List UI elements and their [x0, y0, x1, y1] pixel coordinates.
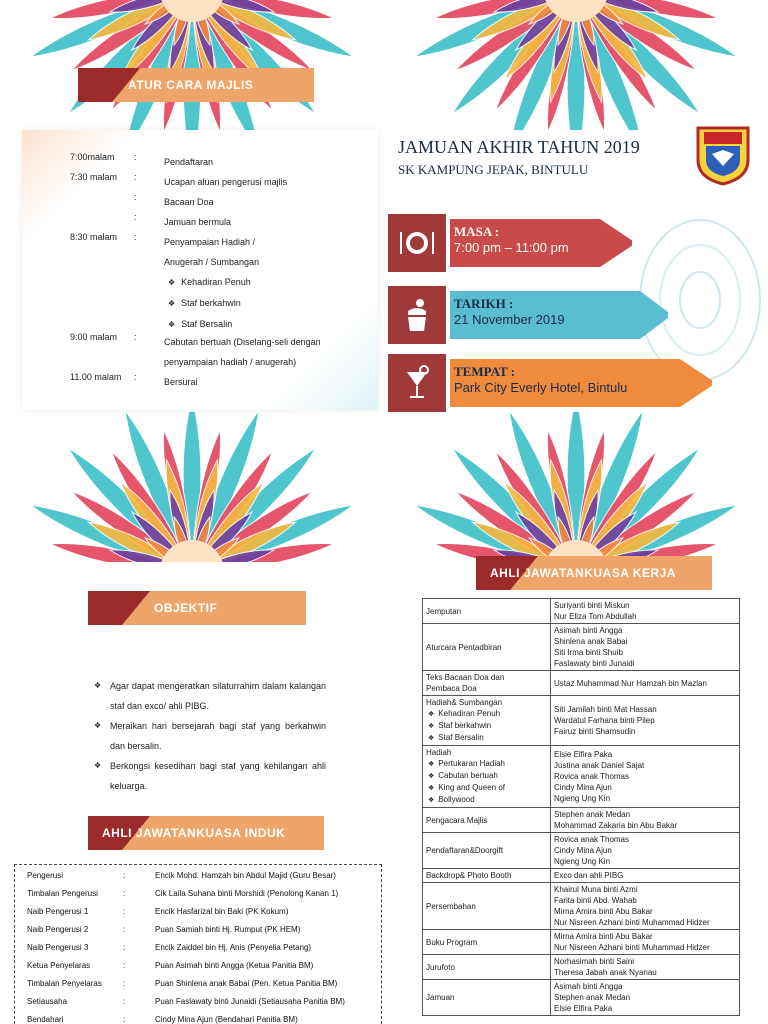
masa-value: 7:00 pm – 11:00 pm: [454, 240, 569, 255]
schedule-card: [22, 130, 378, 410]
induk-name: Cik Laila Suhana binti Morshidi (Penolong Kanan 1): [155, 889, 339, 898]
kerja-role-line: Buku Program: [426, 937, 478, 947]
kerja-name: Elsie Elfira Paka: [554, 750, 613, 759]
kerja-banner: [476, 556, 712, 590]
induk-role: Setiausaha: [27, 997, 68, 1006]
kerja-names: [551, 980, 740, 1016]
kerja-row: [423, 955, 740, 980]
mandala-decoration-mid-left: [0, 412, 384, 562]
induk-colon: :: [123, 1015, 126, 1024]
schedule-activity: [164, 372, 354, 392]
kerja-row: [423, 980, 740, 1016]
kerja-names: [551, 696, 740, 746]
kerja-name: Rovica anak Thomas: [554, 772, 629, 781]
kerja-role-line: Jemputan: [426, 606, 462, 616]
kerja-name: Stephen anak Medan: [554, 993, 631, 1002]
atur-cara-title: ATUR CARA MAJLIS: [128, 78, 254, 92]
schedule-time: 7:30 malam: [70, 172, 118, 182]
mandala-decoration-mid-right: [384, 412, 768, 562]
atur-cara-banner: [78, 68, 314, 102]
kerja-name: Norhasimah binti Saini: [554, 957, 635, 966]
induk-name: Puan Asimah binti Angga (Ketua Panitia BM): [155, 961, 314, 970]
kerja-title: AHLI JAWATANKUASA KERJA: [490, 566, 676, 580]
kerja-name: Farita binti Abd. Wahab: [554, 896, 637, 905]
kerja-name: Faslawaty binti Junaidi: [554, 659, 635, 668]
kerja-role-sub: ❖ Kehadiran Penuh: [426, 708, 547, 720]
kerja-names: [551, 833, 740, 869]
schedule-activity: [164, 172, 354, 192]
kerja-name: Rovica anak Thomas: [554, 835, 629, 844]
schedule-activity-line: Anugerah / Sumbangan: [164, 257, 260, 267]
kerja-role-line: Teks Bacaan Doa dan: [426, 673, 505, 682]
kerja-name: Suriyanti binti Miskun: [554, 601, 630, 610]
kerja-role-sub: ❖ Bollywood: [426, 794, 547, 806]
kerja-role: [423, 869, 551, 883]
schedule-colon: :: [134, 212, 137, 222]
induk-name: Puan Samiah binti Hj. Rumput (PK HEM): [155, 925, 301, 934]
schedule-colon: :: [134, 172, 137, 182]
tarikh-row: [388, 286, 672, 346]
schedule-activity: [164, 332, 354, 372]
school-name: SK KAMPUNG JEPAK, BINTULU: [398, 162, 589, 177]
schedule-time: 7:00malam: [70, 152, 115, 162]
objektif-banner: [88, 591, 306, 625]
schedule-activity: [164, 232, 354, 272]
kerja-name: Nur Eliza Tom Abdullah: [554, 612, 637, 621]
kerja-name: Nur Nisreen Azhani binti Muhammad Hidzer: [554, 918, 710, 927]
induk-name: Encik Mohd. Hamzah bin Abdul Majid (Guru Besar): [155, 871, 336, 880]
objektif-item: ❖ Berkongsi kesedihan bagi staf yang kehilangan ahli keluarga.: [94, 756, 326, 796]
schedule-activity: [164, 192, 354, 212]
kerja-role: [423, 980, 551, 1016]
kerja-row: [423, 746, 740, 808]
kerja-name: Ngieng Ung Kin: [554, 794, 611, 803]
induk-table: [14, 864, 382, 1024]
kerja-names: [551, 808, 740, 833]
objektif-title: OBJEKTIF: [154, 601, 218, 615]
kerja-row: [423, 808, 740, 833]
kerja-name: Asimah binti Angga: [554, 626, 623, 635]
kerja-name: Siti Jamilah binti Mat Hassan: [554, 705, 657, 714]
induk-colon: :: [123, 979, 126, 988]
kerja-role: [423, 671, 551, 696]
kerja-names: [551, 746, 740, 808]
kerja-role: [423, 696, 551, 746]
tarikh-label: TARIKH :: [454, 296, 514, 311]
school-crest-logo: [694, 120, 752, 186]
tempat-label: TEMPAT :: [454, 364, 516, 379]
induk-role: Pengerusi: [27, 871, 64, 880]
schedule-time: 8:30 malam: [70, 232, 118, 242]
kerja-row: [423, 833, 740, 869]
induk-colon: :: [123, 961, 126, 970]
tempat-row: [388, 354, 714, 414]
schedule-activity-line: Penyampaian Hadiah /: [164, 237, 256, 247]
kerja-name: Asimah binti Angga: [554, 982, 623, 991]
kerja-name: Theresa Jabah anak Nyanau: [554, 968, 657, 977]
kerja-role-sub: ❖ Cabutan bertuah: [426, 770, 547, 782]
kerja-role-line: Backdrop& Photo Booth: [426, 871, 512, 880]
kerja-role: [423, 833, 551, 869]
induk-colon: :: [123, 943, 126, 952]
objektif-list: [94, 676, 326, 796]
kerja-name: Mirna Amira binti Abu Bakar: [554, 907, 653, 916]
kerja-names: [551, 671, 740, 696]
schedule-activity-line: Ucapan aluan pengerusi majlis: [164, 177, 288, 187]
schedule-colon: :: [134, 192, 137, 202]
kerja-role-line: Hadiah& Sumbangan: [426, 698, 503, 707]
kerja-role-sub: ❖ Staf berkahwin: [426, 720, 547, 732]
induk-name: Puan Shinlena anak Babai (Pen. Ketua Panitia BM): [155, 979, 338, 988]
kerja-role: [423, 808, 551, 833]
kerja-name: Siti Irma binti Shuib: [554, 648, 623, 657]
kerja-names: [551, 624, 740, 671]
schedule-activity-line: Bacaan Doa: [164, 197, 214, 207]
schedule-time: 9:00 malam: [70, 332, 118, 342]
cake-icon: [388, 286, 446, 344]
schedule-bullet: ❖ Staf berkahwin: [164, 293, 354, 314]
schedule-bullet: ❖ Staf Bersalin: [164, 314, 354, 335]
induk-role: Bendahari: [27, 1015, 64, 1024]
schedule-colon: :: [134, 332, 137, 342]
masa-label: MASA :: [454, 224, 500, 239]
induk-banner: [88, 816, 324, 850]
schedule-activity-line: Bersurai: [164, 377, 198, 387]
schedule-colon: :: [134, 232, 137, 242]
kerja-name: Mirna Amira binti Abu Bakar: [554, 932, 653, 941]
schedule-activity-line: penyampaian hadiah / anugerah): [164, 357, 297, 367]
kerja-name: Stephen anak Medan: [554, 810, 631, 819]
objektif-item: ❖ Meraikan hari bersejarah bagi staf yang berkahwin dan bersalin.: [94, 716, 326, 756]
induk-name: Cindy Mina Ajun (Bendahari Panitia BM): [155, 1015, 298, 1024]
kerja-row: [423, 624, 740, 671]
induk-colon: :: [123, 889, 126, 898]
mandala-decoration-top-right: [384, 0, 768, 130]
cocktail-glass-icon: [388, 354, 446, 412]
schedule-activity: [164, 272, 354, 335]
kerja-name: Fairuz binti Shamsudin: [554, 727, 636, 736]
kerja-role-line: Hadiah: [426, 748, 452, 757]
mandala-decoration-top-left: [0, 0, 384, 130]
induk-colon: :: [123, 925, 126, 934]
kerja-role-line: Jamuan: [426, 993, 455, 1002]
kerja-name: Cindy Mina Ajun: [554, 846, 612, 855]
kerja-row: [423, 930, 740, 955]
induk-role: Naib Pengerusi 1: [27, 907, 89, 916]
tempat-value: Park City Everly Hotel, Bintulu: [454, 380, 628, 395]
kerja-role: [423, 955, 551, 980]
kerja-name: Shinlena anak Babai: [554, 637, 628, 646]
kerja-row: [423, 869, 740, 883]
induk-role: Timbalan Pengerusi: [27, 889, 98, 898]
kerja-name: Nur Nisreen Azhani binti Muhammad Hidzer: [554, 943, 710, 952]
induk-colon: :: [123, 871, 126, 880]
kerja-names: [551, 869, 740, 883]
kerja-name: Exco dan ahli PIBG: [554, 871, 624, 880]
induk-role: Ketua Penyelaras: [27, 961, 91, 970]
schedule-activity-line: Jamuan bermula: [164, 217, 232, 227]
kerja-name: Justina anak Daniel Sajat: [554, 761, 645, 770]
induk-name: Encik Zaiddel bin Hj. Anis (Penyelia Petang): [155, 943, 312, 952]
kerja-names: [551, 930, 740, 955]
induk-role: Naib Pengerusi 2: [27, 925, 89, 934]
event-title: JAMUAN AKHIR TAHUN 2019: [398, 137, 640, 157]
kerja-role-line: Pendaftaran&Doorgift: [426, 846, 503, 855]
schedule-activity-line: Cabutan bertuah (Diselang-seli dengan: [164, 337, 321, 347]
schedule-activity: [164, 212, 354, 232]
kerja-row: [423, 599, 740, 624]
tarikh-value: 21 November 2019: [454, 312, 565, 327]
objektif-item: ❖ Agar dapat mengeratkan silaturrahim dalam kalangan staf dan exco/ ahli PIBG.: [94, 676, 326, 716]
kerja-role: [423, 883, 551, 930]
kerja-row: [423, 671, 740, 696]
schedule-colon: :: [134, 372, 137, 382]
kerja-names: [551, 883, 740, 930]
kerja-name: Ustaz Muhammad Nur Hamzah bin Mazlan: [554, 678, 707, 688]
induk-colon: :: [123, 907, 126, 916]
kerja-role-line: Pengacara Majlis: [426, 815, 488, 825]
kerja-table: [422, 598, 740, 1016]
kerja-role-line: Pembaca Doa: [426, 684, 477, 693]
kerja-role-line: Aturcara Pentadbiran: [426, 642, 502, 652]
induk-name: Puan Faslawaty binti Junaidi (Setiausaha Panitia BM): [155, 997, 345, 1006]
kerja-role-sub: ❖ Pertukaran Hadiah: [426, 758, 547, 770]
kerja-names: [551, 955, 740, 980]
induk-role: Timbalan Penyelaras: [27, 979, 102, 988]
kerja-row: [423, 883, 740, 930]
kerja-name: Cindy Mina Ajun: [554, 783, 612, 792]
induk-colon: :: [123, 997, 126, 1006]
induk-name: Encik Hasfarizal bin Baki (PK Kokum): [155, 907, 289, 916]
induk-role: Naib Pengerusi 3: [27, 943, 89, 952]
kerja-name: Wardatul Farhana binti Pilep: [554, 716, 655, 725]
kerja-name: Khairul Muna binti Azmi: [554, 885, 638, 894]
schedule-activity-line: Pendaftaran: [164, 157, 214, 167]
kerja-row: [423, 696, 740, 746]
kerja-role-line: Persembahan: [426, 901, 476, 911]
plate-cutlery-icon: [388, 214, 446, 272]
kerja-role: [423, 746, 551, 808]
masa-row: [388, 214, 636, 274]
kerja-name: Mohammad Zakaria bin Abu Bakar: [554, 821, 678, 830]
kerja-role-line: Jurufoto: [426, 962, 455, 972]
kerja-role-sub: ❖ King and Queen of: [426, 782, 547, 794]
schedule-time: 11.00 malam: [70, 372, 122, 382]
kerja-name: Elsie Elfira Paka: [554, 1004, 613, 1013]
kerja-names: [551, 599, 740, 624]
schedule-activity: [164, 152, 354, 172]
kerja-role: [423, 930, 551, 955]
kerja-role: [423, 599, 551, 624]
kerja-name: Ngieng Ung Kin: [554, 857, 611, 866]
kerja-role-sub: ❖ Staf Bersalin: [426, 732, 547, 744]
schedule-colon: :: [134, 152, 137, 162]
schedule-bullet: ❖ Kehadiran Penuh: [164, 272, 354, 293]
kerja-role: [423, 624, 551, 671]
induk-title: AHLI JAWATANKUASA INDUK: [102, 826, 286, 840]
